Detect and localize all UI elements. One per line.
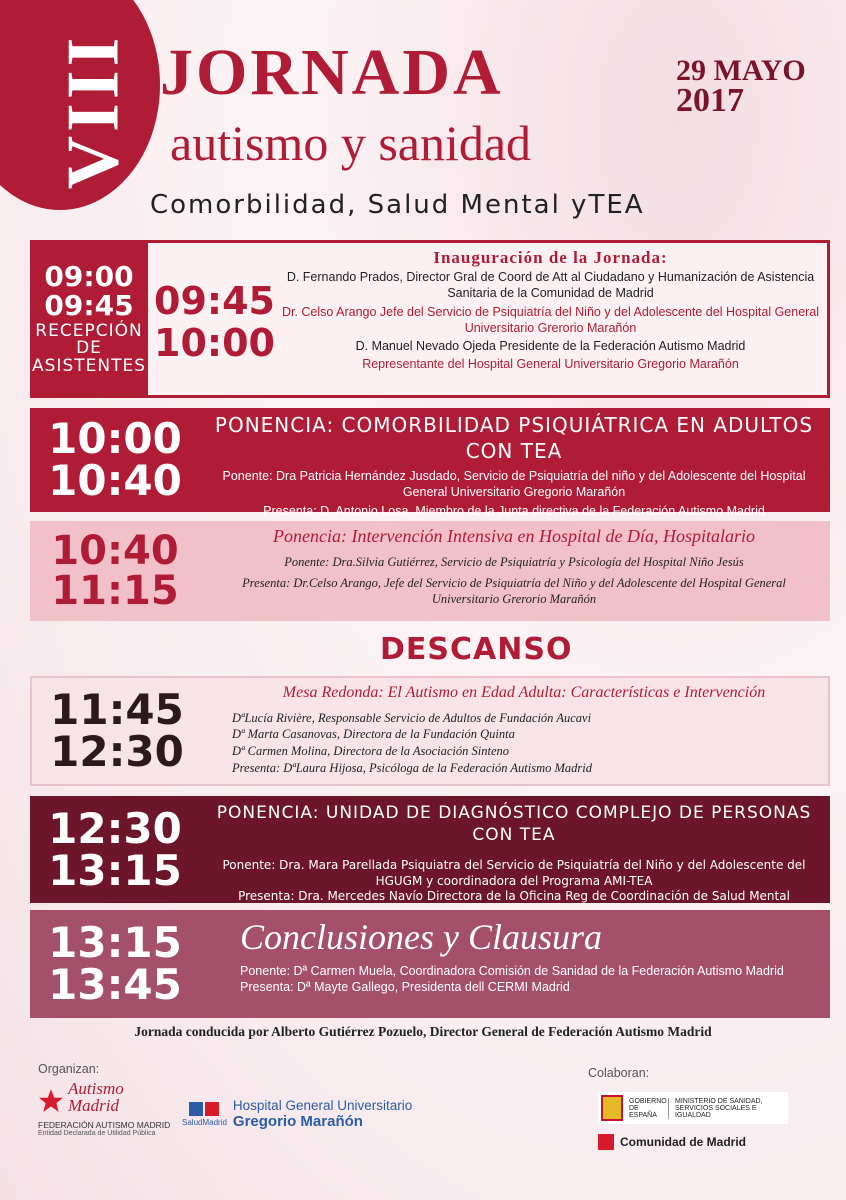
autismo-madrid-wordmark: Autismo Madrid: [68, 1079, 124, 1115]
ministerio-label: MINISTERIO DE SANIDAD, SERVICIOS SOCIALES E IGUALDAD: [675, 1097, 763, 1119]
speaker-line: Ponente: Dra. Mara Parellada Psiquiatra del Servicio de Psiquiatría del Niño y del Adolescente del HGUGM y coordinadora del Programa AMI-TEA: [222, 858, 806, 888]
salud-madrid-logo: [182, 1102, 227, 1127]
time-start: 09:45: [154, 279, 275, 323]
speaker-line: Ponente: Dra Patricia Hernández Jusdado, Servicio de Psiquiatría del niño y del Adolescente del Hospital General Universitario Gregorio Marañón: [222, 469, 806, 500]
time-end: 12:30: [50, 727, 184, 776]
session-times: [30, 796, 200, 903]
session-comorbidity: [30, 408, 830, 518]
hospital-name-2: Gregorio Marañón: [232, 1113, 363, 1130]
time-start: 10:40: [51, 528, 179, 574]
speaker-line: DªLucía Rivière, Responsable Servicio de Adultos de Fundación Aucavi: [232, 710, 592, 725]
collaborators-label: Colaboran:: [588, 1066, 650, 1080]
gobierno-label: GOBIERNO DE ESPAÑA: [629, 1098, 669, 1119]
time-end: 10:40: [48, 456, 182, 505]
reception-slot: [33, 243, 145, 395]
session-heading: Conclusiones y Clausura: [240, 917, 603, 957]
opening-times: [154, 281, 275, 365]
session-content: [210, 910, 818, 1018]
title-theme: Comorbilidad, Salud Mental yTEA: [150, 190, 645, 220]
star-icon: [38, 1088, 64, 1114]
speaker-line: D. Fernando Prados, Director Gral de Coord de Att al Ciudadano y Humanización de Asistencia Sanitaria de la Comunidad de Madrid: [286, 270, 815, 301]
hospital-name-1: Hospital General Universitario: [232, 1098, 413, 1113]
presenter-line: Presenta: Dª Mayte Gallego, Presidenta dell CERMI Madrid: [240, 980, 570, 995]
hospital-logo: [182, 1098, 412, 1130]
presenter-line: Presenta: DªLaura Hijosa, Psicóloga de la Federación Autismo Madrid: [232, 761, 593, 776]
session-content: [212, 678, 816, 784]
presenter-line: Presenta: D. Antonio Losa, Miembro de la Junta directiva de la Federación Autismo Madrid: [263, 503, 765, 518]
speaker-line: Representante del Hospital General Universitario Gregorio Marañón: [362, 357, 739, 372]
title-main: JORNADA: [160, 36, 504, 109]
opening-panel: [148, 243, 827, 395]
time-start: 11:45: [50, 685, 184, 734]
time-start: 10:00: [48, 414, 182, 463]
am-sub: Entidad Declarada de Utilidad Pública: [38, 1130, 156, 1137]
session-closing: [30, 910, 830, 1018]
time-end: 13:15: [48, 845, 182, 895]
session-diagnosis: [30, 796, 830, 903]
organizers-label: Organizan:: [38, 1062, 100, 1076]
comunidad-logo: [598, 1134, 788, 1150]
spain-shield-icon: [601, 1095, 623, 1121]
time-end: 11:15: [51, 568, 179, 614]
session-times: [30, 910, 200, 1018]
date-year: 2017: [676, 82, 744, 119]
session-times: [32, 678, 202, 784]
session-round-table: [30, 676, 830, 786]
session-times: [30, 408, 200, 512]
session-intensive: [30, 521, 830, 621]
session-times: [30, 521, 200, 621]
time-end: 10:00: [154, 320, 275, 365]
presenter-line: Presenta: Dra. Mercedes Navío Directora de la Oficina Reg de Coordinación de Salud Mental: [238, 889, 790, 904]
session-content: [210, 521, 818, 621]
comunidad-label: Comunidad de Madrid: [620, 1135, 746, 1149]
session-content: [210, 408, 818, 518]
reception-label: RECEPCIÓN DE ASISTENTES: [32, 320, 146, 377]
collaborators: [598, 1092, 788, 1150]
title-subtitle: autismo y sanidad: [170, 115, 532, 171]
date-day: 29 MAYO: [676, 54, 806, 87]
flag-icon: [598, 1134, 614, 1150]
speaker-line: Dr. Celso Arango Jefe del Servicio de Psiquiatría del Niño y del Adolescente del Hospital General Universitario Grerorio Marañón: [281, 304, 820, 335]
time-start: 09:00: [44, 259, 134, 293]
session-opening: [30, 240, 830, 398]
conducted-by: Jornada conducida por Alberto Gutiérrez Pozuelo, Director General de Federación Autismo Madrid: [134, 1024, 712, 1039]
session-heading: PONENCIA: UNIDAD DE DIAGNÓSTICO COMPLEJO DE PERSONAS CON TEA: [216, 803, 812, 846]
break-label: DESCANSO: [380, 632, 573, 667]
speaker-line: D. Manuel Nevado Ojeda Presidente de la Federación Autismo Madrid: [355, 339, 746, 354]
ministry-logo: [598, 1092, 788, 1124]
speaker-line: Dª Marta Casanovas, Directora de la Fundación Quinta: [232, 727, 515, 742]
speaker-line: Ponente: Dª Carmen Muela, Coordinadora Comisión de Sanidad de la Federación Autismo Madrid: [240, 963, 784, 978]
session-heading: Inauguración de la Jornada:: [433, 248, 668, 267]
time-end: 09:45: [44, 289, 134, 323]
session-heading: PONENCIA: COMORBILIDAD PSIQUIÁTRICA EN ADULTOS CON TEA: [214, 413, 814, 463]
time-end: 13:45: [48, 960, 182, 1009]
opening-content: [278, 247, 823, 373]
session-heading: Mesa Redonda: El Autismo en Edad Adulta: Características e Intervención: [282, 684, 766, 701]
autismo-madrid-logo: [38, 1080, 170, 1137]
am-name: FEDERACIÓN AUTISMO MADRID: [38, 1120, 171, 1130]
speaker-line: Dª Carmen Molina, Directora de la Asociación Sinteno: [232, 744, 510, 759]
time-start: 12:30: [48, 803, 182, 853]
session-content: [210, 796, 818, 903]
speaker-line: Ponente: Dra.Silvia Gutiérrez, Servicio de Psiquiatría y Psicología del Hospital Niño Jesús: [284, 555, 744, 570]
session-heading: Ponencia: Intervención Intensiva en Hospital de Día, Hospitalario: [273, 526, 755, 546]
time-start: 13:15: [48, 918, 182, 967]
presenter-line: Presenta: Dr.Celso Arango, Jefe del Servicio de Psiquiatría del Niño y del Adolescente del Hospital General Universitario Grerorio Marañón: [242, 575, 786, 606]
salud-madrid-text: SaludMadrid: [182, 1117, 227, 1127]
edition-label: VIII: [52, 33, 135, 189]
